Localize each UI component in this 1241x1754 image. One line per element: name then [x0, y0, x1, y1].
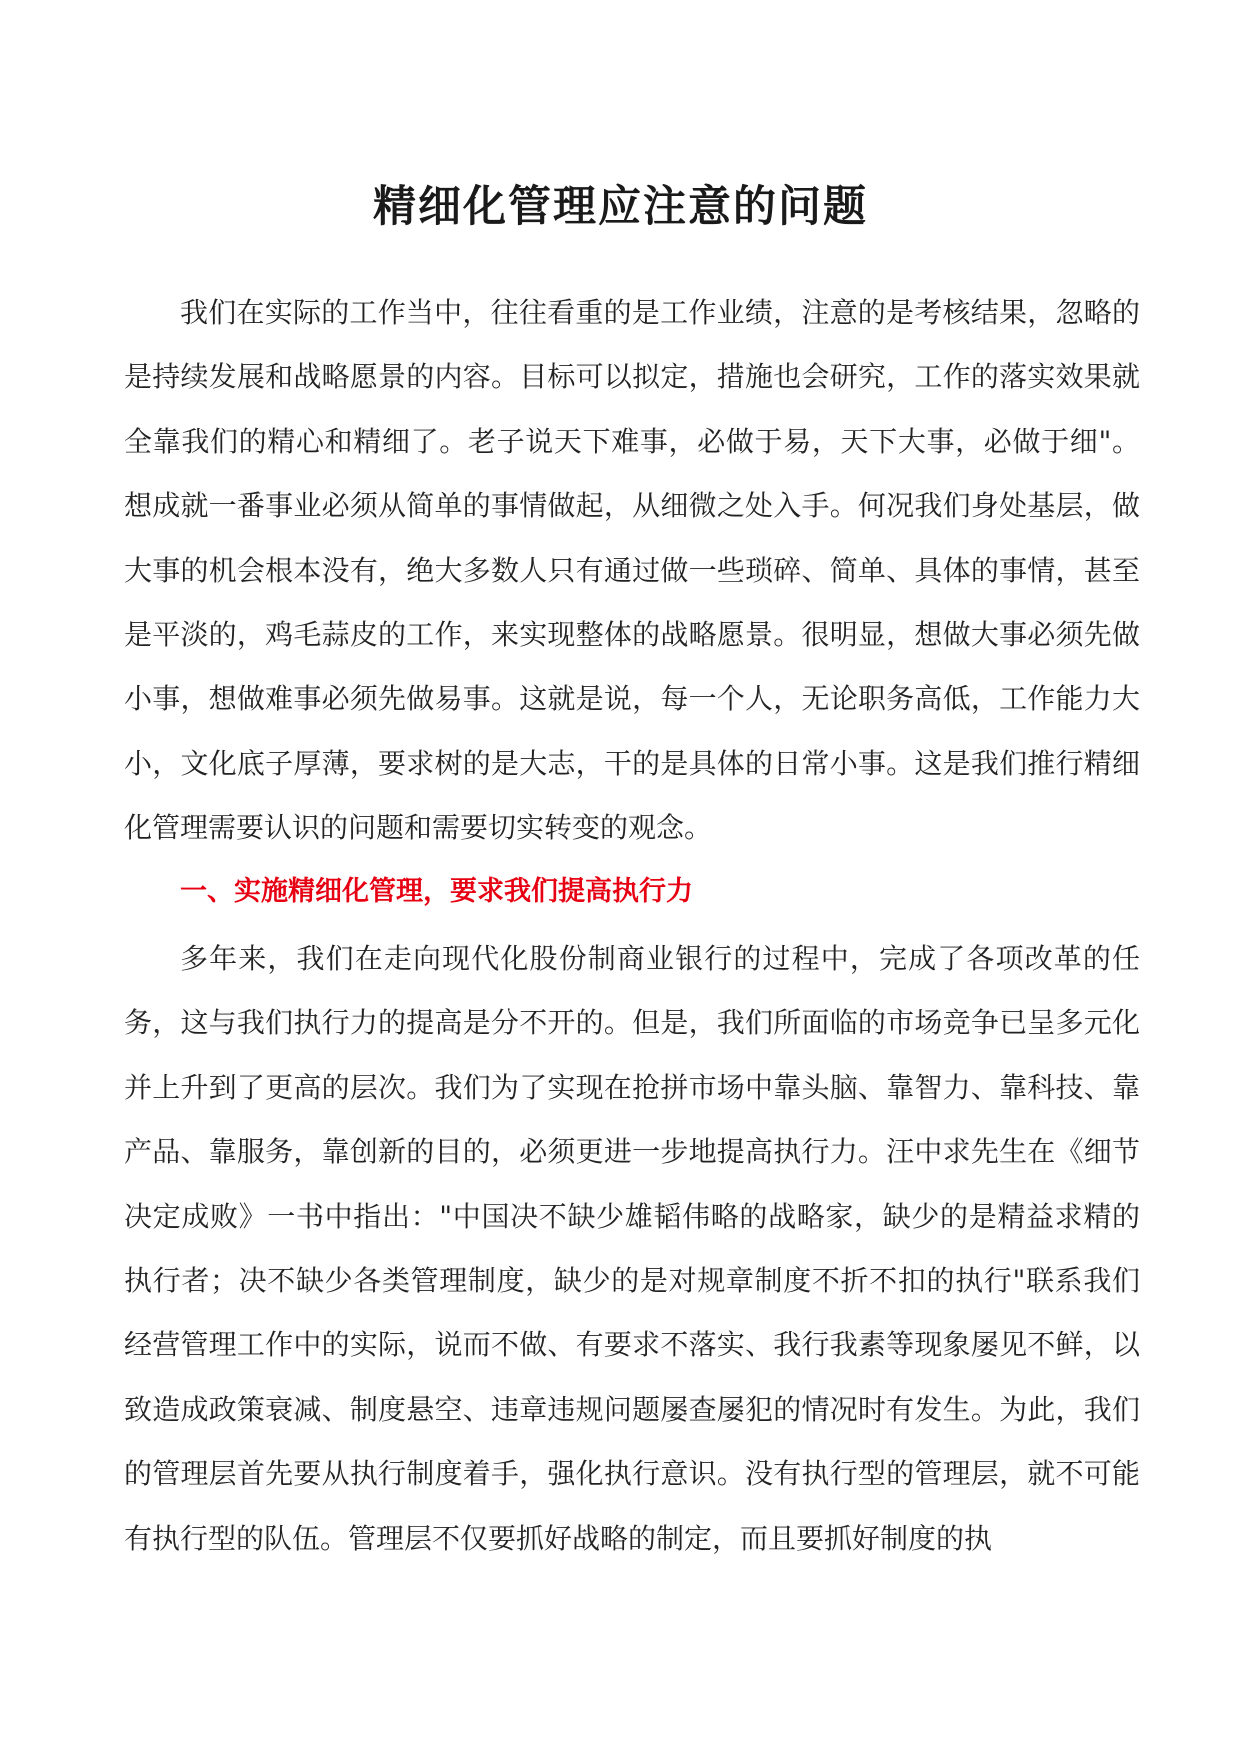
section-paragraph: 多年来，我们在走向现代化股份制商业银行的过程中，完成了各项改革的任务，这与我们执行力的提高是分不开的。但是，我们所面临的市场竞争已呈多元化并上升到了更高的层次。我们为了实现在抢拼市场中靠头脑、靠智力、靠科技、靠产品、靠服务，靠创新的目的，必须更进一步地提高执行力。汪中求先生在《细节决定成败》一书中指出："中国决不缺少雄韬伟略的战略家，缺少的是精益求精的执行者；决不缺少各类管理制度，缺少的是对规章制度不折不扣的执行"联系我们经营管理工作中的实际，说而不做、有要求不落实、我行我素等现象屡见不鲜，以致造成政策衰减、制度悬空、违章违规问题屡查屡犯的情况时有发生。为此，我们的管理层首先要从执行制度着手，强化执行意识。没有执行型的管理层，就不可能有执行型的队伍。管理层不仅要抓好战略的制定，而且要抓好制度的执: [124, 942, 1140, 1555]
section-heading: 一、实施精细化管理，要求我们提高执行力: [180, 876, 693, 907]
intro-paragraph: 我们在实际的工作当中，往往看重的是工作业绩，注意的是考核结果，忽略的是持续发展和战略愿景的内容。目标可以拟定，措施也会研究，工作的落实效果就全靠我们的精心和精细了。老子说天下难事，必做于易，天下大事，必做于细"。想成就一番事业必须从简单的事情做起，从细微之处入手。何况我们身处基层，做大事的机会根本没有，绝大多数人只有通过做一些琐碎、简单、具体的事情，甚至是平淡的，鸡毛蒜皮的工作，来实现整体的战略愿景。很明显，想做大事必须先做小事，想做难事必须先做易事。这就是说，每一个人，无论职务高低，工作能力大小，文化底子厚薄，要求树的是大志，干的是具体的日常小事。这是我们推行精细化管理需要认识的问题和需要切实转变的观念。: [124, 296, 1140, 845]
document-title: 精细化管理应注意的问题: [373, 181, 868, 232]
